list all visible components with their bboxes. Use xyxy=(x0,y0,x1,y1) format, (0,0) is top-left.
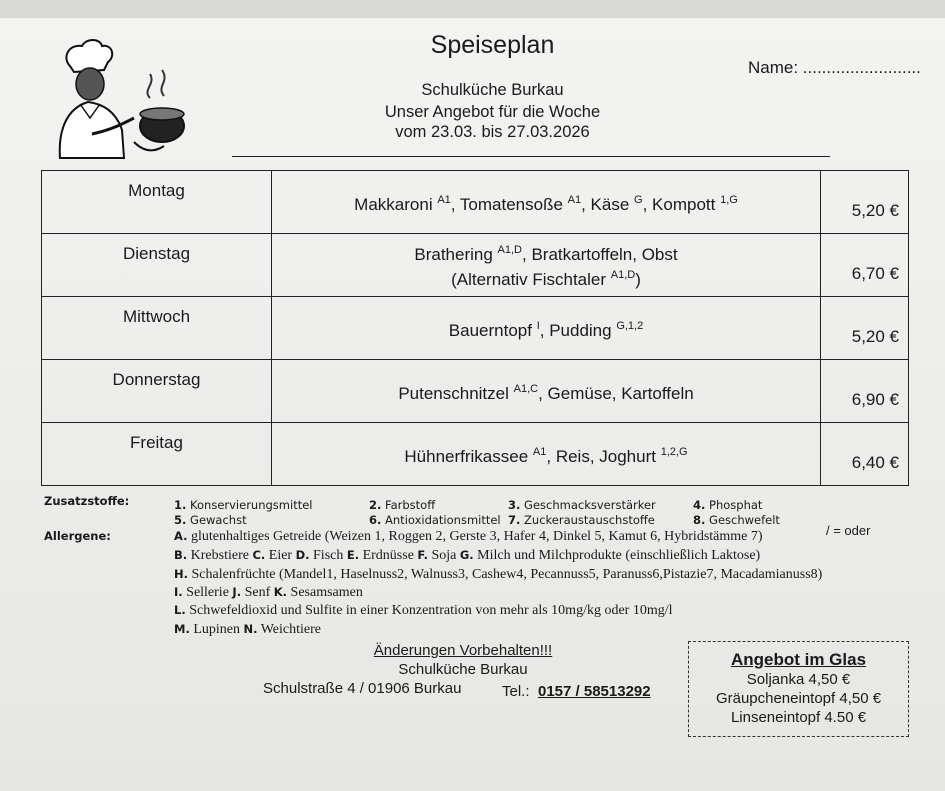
allergen-text: Schalenfrüchte (Mandel1, Haselnuss2, Walnuss3, Cashew4, Pecannuss5, Paranuss6,Pistazie7, Macadamianuss8) xyxy=(191,567,823,582)
dish-line xyxy=(272,240,820,265)
dish-text: , Tomatensoße xyxy=(450,194,568,214)
additive-item xyxy=(369,498,435,512)
dish-text: , Pudding xyxy=(539,320,617,340)
additive-item xyxy=(369,513,501,527)
glas-offer-box xyxy=(688,641,909,737)
allergen-line xyxy=(174,585,363,601)
additive-text: Geschmacksverstärker xyxy=(520,498,656,512)
allergen-letter: I. xyxy=(174,585,183,599)
allergen-code: A1,D xyxy=(610,269,636,281)
allergen-letter: A. xyxy=(174,529,188,543)
menu-day: Donnerstag xyxy=(42,360,272,423)
dish-line xyxy=(272,265,820,290)
glas-item: Gräupcheneintopf 4,50 € xyxy=(715,690,882,707)
allergens-label: Allergene: xyxy=(44,529,111,543)
additive-text: Antioxidationsmittel xyxy=(381,513,501,527)
allergen-code: I xyxy=(536,319,540,332)
additive-number: 8. xyxy=(693,513,706,527)
dish-text: Hühnerfrikassee xyxy=(404,446,533,466)
allergen-letter: J. xyxy=(232,585,242,599)
allergen-text: Lupinen xyxy=(193,622,240,637)
footer-address: Schulstraße 4 / 01906 Burkau xyxy=(263,680,462,697)
dish-text: , Bratkartoffeln, Obst xyxy=(522,245,678,264)
allergen-line xyxy=(174,567,822,583)
menu-row xyxy=(42,423,909,486)
dish-text: , Gemüse, Kartoffeln xyxy=(538,383,694,403)
menu-day: Mittwoch xyxy=(42,297,272,360)
dish-text: , Reis, Joghurt xyxy=(546,446,661,466)
glas-title: Angebot im Glas xyxy=(730,650,867,669)
additive-number: 7. xyxy=(508,513,521,527)
or-note: / = oder xyxy=(826,523,871,538)
menu-price: 6,40 € xyxy=(821,423,909,486)
additive-text: Konservierungsmittel xyxy=(186,498,313,512)
dish-text: , Käse xyxy=(581,194,635,214)
allergen-code: A1,D xyxy=(497,244,523,256)
dish-text: (Alternativ Fischtaler xyxy=(451,270,611,289)
menu-row xyxy=(42,171,909,234)
allergen-text: Krebstiere xyxy=(190,548,249,563)
dish-text: Brathering xyxy=(414,245,498,264)
allergen-letter: G. xyxy=(459,548,474,562)
allergen-letter: K. xyxy=(273,585,288,599)
dish-line xyxy=(272,442,820,467)
allergen-text: Soja xyxy=(431,548,457,563)
menu-price: 6,70 € xyxy=(821,234,909,297)
menu-dish xyxy=(272,171,821,234)
additive-number: 4. xyxy=(693,498,706,512)
menu-day: Montag xyxy=(42,171,272,234)
footer-kitchen: Schulküche Burkau xyxy=(398,661,528,678)
allergen-line xyxy=(174,622,321,638)
dish-line xyxy=(272,379,820,404)
additive-item xyxy=(508,513,655,527)
allergen-letter: H. xyxy=(174,567,188,581)
allergen-code: G xyxy=(634,193,643,206)
additive-text: Farbstoff xyxy=(381,498,436,512)
additive-number: 2. xyxy=(369,498,382,512)
menu-day: Dienstag xyxy=(42,234,272,297)
additive-item xyxy=(174,498,312,512)
additive-item xyxy=(693,513,780,527)
menu-dish xyxy=(272,234,821,297)
additive-item xyxy=(508,498,656,512)
allergen-code: A1 xyxy=(567,193,582,206)
kitchen-name: Schulküche Burkau xyxy=(421,81,564,99)
allergen-line xyxy=(174,603,673,619)
dish-text: Bauerntopf xyxy=(448,320,537,340)
changes-notice: Änderungen Vorbehalten!!! xyxy=(373,642,553,659)
allergen-letter: N. xyxy=(243,622,258,636)
additive-number: 1. xyxy=(174,498,187,512)
page-title: Speiseplan xyxy=(430,31,555,59)
menu-price: 5,20 € xyxy=(821,171,909,234)
additive-item xyxy=(174,513,247,527)
allergen-text: Eier xyxy=(268,548,293,563)
allergen-line xyxy=(174,529,763,545)
header-rule xyxy=(232,156,830,157)
menu-dish xyxy=(272,360,821,423)
menu-day: Freitag xyxy=(42,423,272,486)
allergen-letter: C. xyxy=(252,548,266,562)
dish-text: Makkaroni xyxy=(354,194,438,214)
allergen-letter: F. xyxy=(417,548,428,562)
additive-text: Gewachst xyxy=(186,513,247,527)
allergen-letter: D. xyxy=(295,548,310,562)
dish-text: ) xyxy=(635,270,641,289)
tel-label: Tel.: xyxy=(502,683,530,700)
glas-item: Soljanka 4,50 € xyxy=(746,671,851,688)
additive-text: Geschwefelt xyxy=(705,513,780,527)
allergen-text: Senf xyxy=(244,585,271,600)
allergen-code: 1,G xyxy=(720,193,738,206)
allergen-text: Erdnüsse xyxy=(362,548,414,563)
menu-dish xyxy=(272,423,821,486)
menu-row xyxy=(42,234,909,297)
name-field: Name: ......................... xyxy=(748,58,921,77)
allergen-text: Schwefeldioxid und Sulfite in einer Konzentration von mehr als 10mg/kg oder 10mg/l xyxy=(189,603,673,618)
menu-price: 6,90 € xyxy=(821,360,909,423)
additive-item xyxy=(693,498,762,512)
allergen-code: A1 xyxy=(437,193,451,206)
allergen-code: G,1,2 xyxy=(616,319,644,332)
additive-text: Phosphat xyxy=(705,498,763,512)
dish-line xyxy=(272,190,820,215)
additive-number: 6. xyxy=(369,513,382,527)
allergen-letter: M. xyxy=(174,622,190,636)
allergen-code: 1,2,G xyxy=(660,445,688,458)
allergen-letter: B. xyxy=(174,548,188,562)
offer-line: Unser Angebot für die Woche xyxy=(384,103,601,121)
additive-text: Zuckeraustauschstoffe xyxy=(520,513,655,527)
dish-text: Putenschnitzel xyxy=(398,383,514,403)
additives-label: Zusatzstoffe: xyxy=(44,494,130,508)
allergen-text: Fisch xyxy=(313,548,344,563)
allergen-text: Sellerie xyxy=(186,585,229,600)
menu-price: 5,20 € xyxy=(821,297,909,360)
menu-table xyxy=(41,170,909,486)
allergen-code: A1 xyxy=(532,445,547,458)
allergen-text: Milch und Milchprodukte (einschließlich Laktose) xyxy=(477,548,761,563)
dish-text: , Kompott xyxy=(642,194,721,214)
week-range: vom 23.03. bis 27.03.2026 xyxy=(395,123,590,141)
additive-number: 3. xyxy=(508,498,521,512)
dish-line xyxy=(272,316,820,341)
additive-number: 5. xyxy=(174,513,187,527)
allergen-line xyxy=(174,548,760,564)
allergen-text: Sesamsamen xyxy=(290,585,363,600)
menu-row xyxy=(42,297,909,360)
allergen-code: A1,C xyxy=(513,382,539,395)
tel-number: 0157 / 58513292 xyxy=(538,683,651,700)
allergen-text: glutenhaltiges Getreide (Weizen 1, Roggen 2, Gerste 3, Hafer 4, Dinkel 5, Kamut 6, Hybridstämme 7) xyxy=(190,529,763,544)
menu-row xyxy=(42,360,909,423)
glas-item: Linseneintopf 4.50 € xyxy=(730,709,867,726)
allergen-letter: L. xyxy=(174,603,186,617)
menu-dish xyxy=(272,297,821,360)
allergen-letter: E. xyxy=(346,548,360,562)
allergen-text: Weichtiere xyxy=(260,622,321,637)
